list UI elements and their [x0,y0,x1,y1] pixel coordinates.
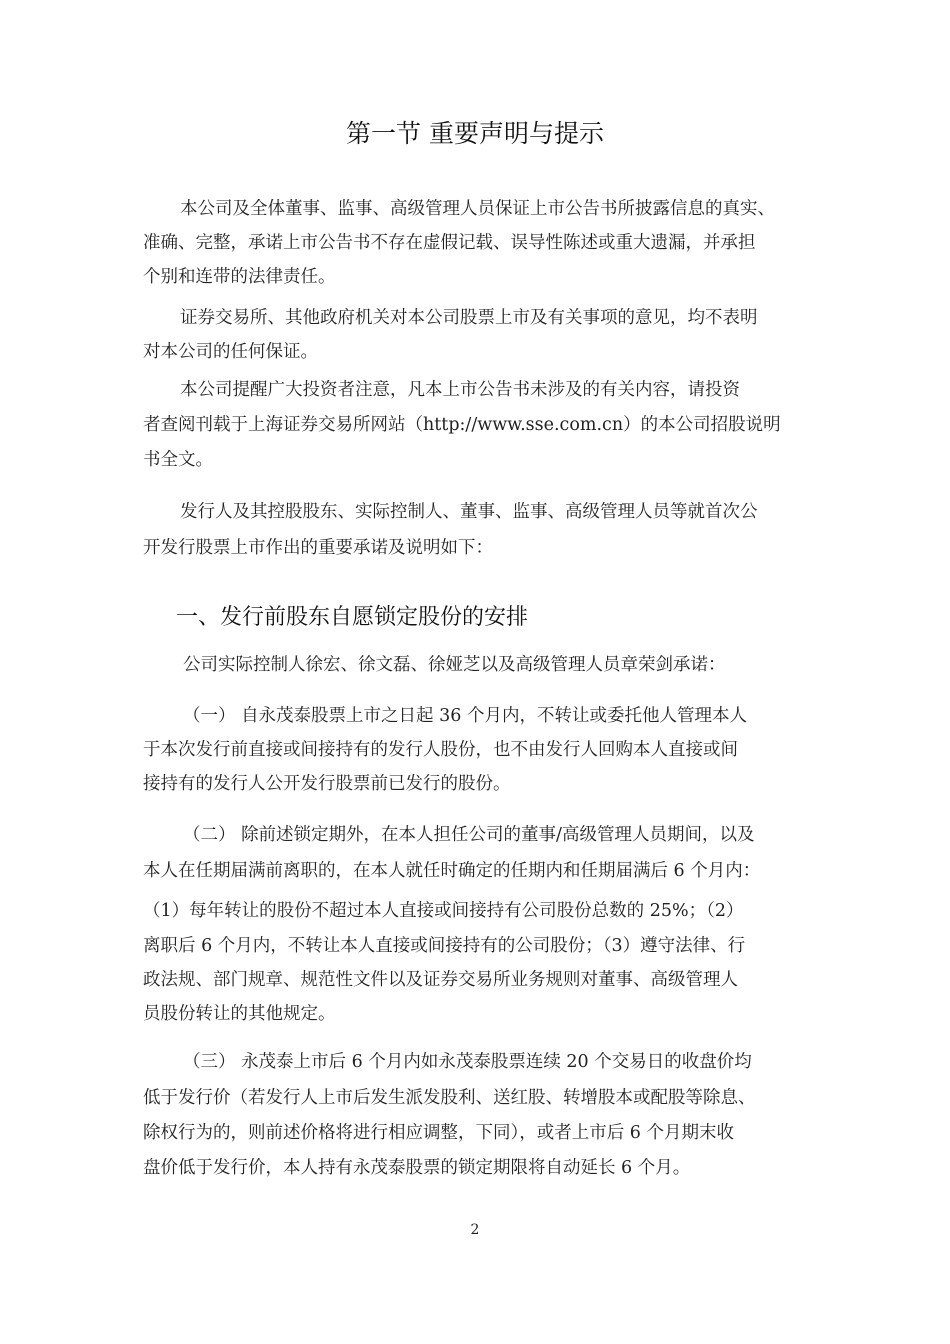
item-3-line-2: 低于发行价（若发行人上市后发生派发股利、送红股、转增股本或配股等除息、 [143,1088,756,1108]
item-1-line-2: 于本次发行前直接或间接持有的发行人股份，也不由发行人回购本人直接或间 [143,740,738,760]
item-1-line-1: （一） 自永茂泰股票上市之日起 36 个月内，不转让或委托他人管理本人 [183,706,747,726]
item-2-line-1: （二） 除前述锁定期外，在本人担任公司的董事/高级管理人员期间，以及 [183,825,755,845]
paragraph-1-line-1: 本公司及全体董事、监事、高级管理人员保证上市公告书所披露信息的真实、 [180,199,775,219]
subsection-intro: 公司实际控制人徐宏、徐文磊、徐娅芝以及高级管理人员章荣剑承诺： [183,655,726,675]
paragraph-1-line-3: 个别和连带的法律责任。 [143,267,336,287]
item-2-line-2: 本人在任期届满前离职的，在本人就任时确定的任期内和任期届满后 6 个月内： [143,861,761,881]
item-2-line-4: 离职后 6 个月内，不转让本人直接或间接持有的公司股份；（3）遵守法律、行 [143,936,746,956]
item-3-line-4: 盘价低于发行价，本人持有永茂泰股票的锁定期限将自动延长 6 个月。 [143,1158,691,1178]
paragraph-3-line-3: 书全文。 [143,450,213,470]
paragraph-3-line-2: 者查阅刊载于上海证券交易所网站（http://www.sse.com.cn）的本公司招股说明 [143,415,781,435]
item-2-line-3: （1）每年转让的股份不超过本人直接或间接持有公司股份总数的 25%；（2） [143,901,744,921]
item-3-line-3: 除权行为的，则前述价格将进行相应调整，下同），或者上市后 6 个月期末收 [143,1123,735,1143]
paragraph-2-line-1: 证券交易所、其他政府机关对本公司股票上市及有关事项的意见，均不表明 [180,308,758,328]
item-2-line-6: 员股份转让的其他规定。 [143,1004,336,1024]
page-number: 2 [470,1222,480,1238]
paragraph-1-line-2: 准确、完整，承诺上市公告书不存在虚假记载、误导性陈述或重大遗漏，并承担 [143,233,756,253]
paragraph-4-line-1: 发行人及其控股股东、实际控制人、董事、监事、高级管理人员等就首次公 [180,502,758,522]
paragraph-4-line-2: 开发行股票上市作出的重要承诺及说明如下： [143,538,493,558]
item-3-line-1: （三） 永茂泰上市后 6 个月内如永茂泰股票连续 20 个交易日的收盘价均 [183,1052,752,1072]
item-1-line-3: 接持有的发行人公开发行股票前已发行的股份。 [143,774,511,794]
paragraph-2-line-2: 对本公司的任何保证。 [143,342,318,362]
item-2-line-5: 政法规、部门规章、规范性文件以及证券交易所业务规则对董事、高级管理人 [143,970,738,990]
subsection-heading: 一、发行前股东自愿锁定股份的安排 [176,605,529,630]
paragraph-3-line-1: 本公司提醒广大投资者注意，凡本上市公告书未涉及的有关内容，请投资 [180,380,740,400]
section-title: 第一节 重要声明与提示 [346,119,604,148]
